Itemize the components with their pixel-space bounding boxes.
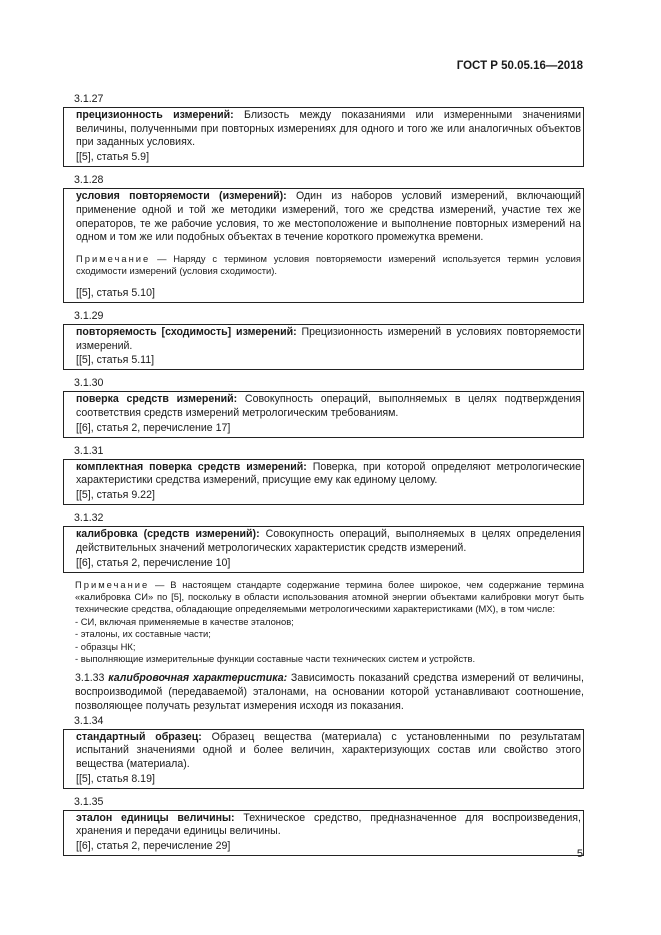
definition-text: Образец вещества (материала) с установленными по результатам испытаний значениями одной и более величин, характеризующих состав или свойство этого вещества (материала). [76,730,581,770]
note-list-item: - образцы НК; [75,640,136,652]
term-name: комплектная поверка средств измерений: [76,460,307,473]
definition-text: Близость между показаниями или измеренными значениями величины, полученными при повторных измерениях для одного и того же или аналогичных объектов при заданных условиях. [76,109,581,149]
term-box-3-1-29 [63,324,584,370]
definition [76,731,581,772]
terms-content [63,92,584,862]
entry-number: 3.1.27 [74,93,104,105]
source-reference: [[5], статья 5.11] [76,354,155,367]
term-name: условия повторяемости (измерений): [76,190,287,203]
entry-number: 3.1.31 [74,444,104,457]
definition [76,109,581,150]
definition-text: Один из наборов условий измерений, включающий применение одной и той же методики измерений, того же средства измерений, участие тех же операторов, те же рабочие условия, то же местоположение и выполнение повторных измерений на одном и том же или подобных объектах в течение короткого промежутка времени. [76,190,581,244]
entry-3-1-33 [63,672,584,713]
entry-number: 3.1.35 [74,795,104,808]
definition-text: Прецизионность измерений в условиях повторяемости измерений. [76,325,581,352]
term-name: поверка средств измерений: [76,393,238,406]
definition [76,326,581,353]
term-name: стандартный образец: [76,730,202,743]
source-reference: [[5], статья 5.10] [76,286,155,299]
source-reference: [[5], статья 5.9] [76,151,150,164]
term-box-3-1-28 [63,188,584,303]
page-number: 5 [576,848,583,860]
source-reference: [[5], статья 8.19] [76,772,155,785]
term-name: эталон единицы величины: [76,811,235,824]
entry-number: 3.1.28 [74,174,104,187]
entry-number: 3.1.30 [74,377,104,390]
note-list-item: - эталоны, их составные части; [75,628,211,640]
term-box-3-1-30 [63,391,584,437]
definition-text: Совокупность операций, выполняемых в целях определения действительных значений метрологических характеристик средств измерений. [76,528,581,554]
definition [76,812,581,839]
note-list-item: - выполняющие измерительные функции составные части технических систем и устройств. [75,652,476,664]
note-text: — Наряду с термином условия повторяемости измерений используется термин условия сходимости измерений (условия сходимости). [76,252,581,277]
note-label: Примечание [76,252,151,264]
note-calibration [63,579,584,666]
definition [76,393,581,420]
definition-text: Техническое средство, предназначенное для воспроизведения, хранения и передачи единицы величины. [76,811,581,838]
entry-number: 3.1.29 [74,309,104,322]
definition [76,461,581,488]
definition-text: Зависимость показаний средства измерений от величины, воспроизводимой (передаваемой) эталонами, на основании которой устанавливают соотношение, позволяющее получать результат измерения исходя из показания. [75,672,584,712]
term-box-3-1-35 [63,810,584,856]
source-reference: [[5], статья 9.22] [76,489,155,502]
term-box-3-1-32 [63,526,584,572]
term-name: калибровка (средств измерений): [76,528,260,541]
source-reference: [[6], статья 2, перечисление 29] [76,840,231,853]
entry-number: 3.1.33 [75,672,105,685]
term-name: повторяемость [сходимость] измерений: [76,325,297,338]
note [76,253,581,278]
term-name: калибровочная характеристика: [108,672,288,685]
document-code-header: ГОСТ Р 50.05.16—2018 [456,60,583,72]
definition [76,528,581,555]
term-box-3-1-34 [63,729,584,789]
term-name: прецизионность измерений: [76,109,234,121]
term-box-3-1-27 [63,107,584,167]
note-label: Примечание [75,578,150,590]
note-text: — В настоящем стандарте содержание термина более широкое, чем содержание термина «калибровка СИ» по [5], поскольку в области использования атомной энергии объектами калибровки могут быть технические средства, обладающие определяемыми метрологическими характеристиками (МХ), в том числе: [75,578,584,615]
definition-text: Поверка, при которой определяют метрологические характеристики средства измерений, присущие ему как единому целому. [76,460,581,487]
definition-text: Совокупность операций, выполняемых в целях подтверждения соответствия средств измерений метрологическим требованиям. [76,393,581,420]
entry-number: 3.1.32 [74,512,104,525]
source-reference: [[6], статья 2, перечисление 10] [76,556,231,569]
definition [76,190,581,245]
term-box-3-1-31 [63,459,584,505]
source-reference: [[6], статья 2, перечисление 17] [76,421,231,434]
entry-number: 3.1.34 [74,714,104,727]
note-list-item: - СИ, включая применяемые в качестве эталонов; [75,615,294,627]
